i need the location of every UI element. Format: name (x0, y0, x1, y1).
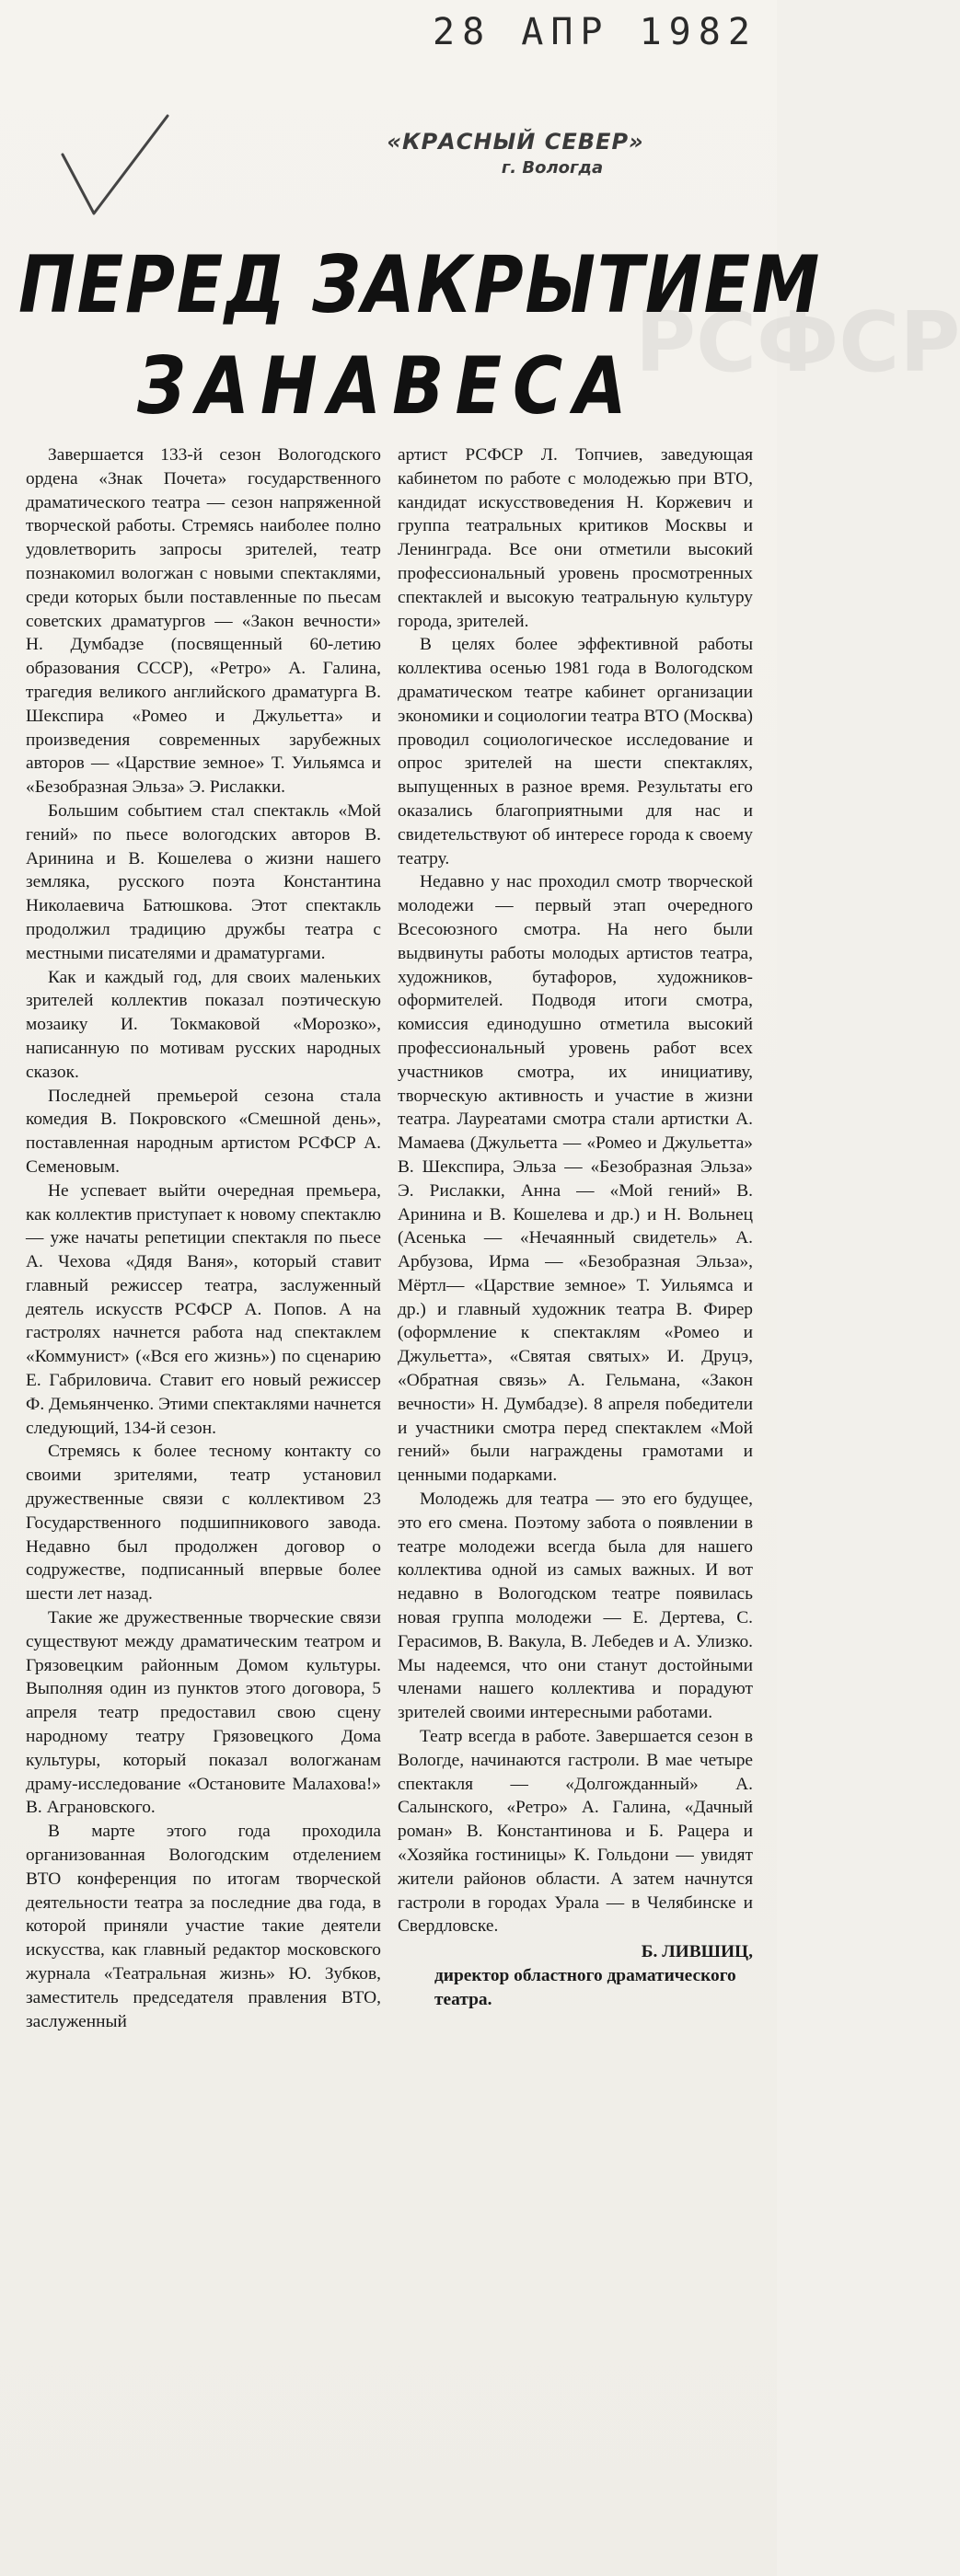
headline-line-1: ПЕРЕД ЗАКРЫТИЕМ (18, 239, 822, 331)
paragraph: Большим событием стал спектакль «Мой гений» по пьесе вологодских авторов В. Аринина и В. Кошелева о жизни нашего земляка, русского поэта Константина Николаевича Батюшкова. Этот спектакль продолжил традицию дружбы театра с местными писателями и драматургами. (26, 800, 381, 963)
paragraph: Не успевает выйти очередная премьера, как коллектив приступает к новому спектаклю — уже начаты репетиции спектакля по пьесе А. Чехова «Дядя Ваня», который ставит главный режиссер театра, заслуженный деятель искусств РСФСР А. Попов. А на гастролях начнется работа над спектаклем «Коммунист» («Вся его жизнь») по сценарию Е. Габриловича. Ставит его новый режиссер Ф. Демьянченко. Этими спектаклями начнется следующий, 134-й сезон. (26, 1180, 381, 1438)
paragraph: Молодежь для театра — это его будущее, это его смена. Поэтому забота о появлении в театре молодежи всегда была для нашего коллектива одной из самых важных. И вот недавно в Вологодском театре появилась новая группа молодежи — Е. Дертева, С. Герасимов, В. Вакула, В. Лебедев и А. Улизко. Мы надеемся, что они станут достойными членами нашего коллектива и порадуют зрителей своими интересными работами. (398, 1489, 753, 1723)
article-column-right (398, 443, 753, 2550)
paragraph: Театр всегда в работе. Завершается сезон в Вологде, начинаются гастроли. В мае четыре спектакля — «Долгожданный» А. Салынского, «Ретро» А. Галина, «Дачный роман» В. Константинова и Б. Рацера и «Хозяйка гостиницы» К. Гольдони — увидят жители районов области. А затем начнутся гастроли в городах Урала — в Челябинске и Свердловске. (398, 1727, 753, 1937)
bleed-through-text: РСФСР (635, 294, 960, 391)
paragraph: Завершается 133-й сезон Вологодского ордена «Знак Почета» государственного драматического театра — сезон напряженной творческой работы. Стремясь наиболее полно удовлетворить запросы зрителей, театр познакомил вологжан с новыми спектаклями, среди которых были поставленные по пьесам советских драматургов — «Закон вечности» Н. Думбадзе (посвященный 60-летию образования СССР), «Ретро» А. Галина, трагедия великого английского драматурга В. Шекспира «Ромео и Джульетта» и произведения современных зарубежных авторов — «Царствие земное» Т. Уильямса и «Безобразная Эльза» Э. Рислакки. (26, 445, 381, 798)
paragraph: Стремясь к более тесному контакту со своими зрителями, театр установил дружественные связи с коллективом 23 Государственного подшипникового завода. Недавно был продолжен договор о содружестве, подписанный впервые более шести лет назад. (26, 1442, 381, 1604)
checkmark-icon (55, 110, 175, 221)
paragraph: В марте этого года проходила организованная Вологодским отделением ВТО конференция по итогам творческой деятельности театра за последние два года, в которой приняли участие такие деятели искусства, как главный редактор московского журнала «Театральная жизнь» Ю. Зубков, заместитель председателя правления ВТО, заслуженный (26, 1822, 381, 2031)
paragraph: артист РСФСР Л. Топчиев, заведующая кабинетом по работе с молодежью при ВТО, кандидат искусствоведения Н. Коржевич и группа театральных критиков Москвы и Ленинграда. Все они отметили высокий профессиональный уровень просмотренных спектаклей и высокую театральную культуру города, зрителей. (398, 445, 753, 631)
author-signature: Б. ЛИВШИЦ, (641, 1942, 753, 1962)
article-body (26, 443, 753, 2550)
date-stamp: 28 АПР 1982 (433, 11, 758, 53)
article-column-left (26, 443, 381, 2550)
paragraph: Последней премьерой сезона стала комедия В. Покровского «Смешной день», поставленная народным артистом РСФСР А. Семеновым. (26, 1086, 381, 1177)
headline-line-2: ЗАНАВЕСА (137, 340, 638, 432)
newspaper-city: г. Вологда (501, 158, 604, 178)
newspaper-name: «КРАСНЫЙ СЕВЕР» (387, 129, 644, 155)
author-role: директор областного драматического театра. (434, 1966, 736, 2009)
newspaper-source-stamp (387, 129, 644, 178)
paragraph: В целях более эффективной работы коллектива осенью 1981 года в Вологодском драматическом театре кабинет организации экономики и социологии театра ВТО (Москва) проводил социологическое исследование и опрос зрителей на шести спектаклях, выпущенных в разное время. Результаты его оказались благоприятными для нас и свидетельствуют об интересе города к своему театру. (398, 635, 753, 868)
paragraph: Как и каждый год, для своих маленьких зрителей коллектив показал поэтическую мозаику И. Токмаковой «Морозко», написанную по мотивам русских народных сказок. (26, 967, 381, 1082)
paragraph: Такие же дружественные творческие связи существуют между драматическим театром и Грязовецким районным Домом культуры. Выполняя один из пунктов этого договора, 5 апреля театр предоставил свою сцену народному театру Грязовецкого Дома культуры, который показал вологжанам драму-исследование «Остановите Малахова!» В. Аграновского. (26, 1608, 381, 1818)
paragraph: Недавно у нас проходил смотр творческой молодежи — первый этап очередного Всесоюзного смотра. На него были выдвинуты работы молодых артистов театра, художников, бутафоров, художников-оформителей. Подводя итоги смотра, комиссия единодушно отметила высокий профессиональный уровень работ всех участников смотра, их инициативу, творческую активность и участие в жизни театра. Лауреатами смотра стали артистки А. Мамаева (Джульетта — «Ромео и Джульетта» В. Шекспира, Эльза — «Безобразная Эльза» Э. Рислакки, Анна — «Мой гений» В. Аринина и В. Кошелева и др.) и Н. Вольнец (Асенька — «Нечаянный свидетель» А. Арбузова, Ирма — «Безобразная Эльза», Мёртл— «Царствие земное» Т. Уильямса и др.) и главный художник театра В. Фирер (оформление к спектаклям «Ромео и Джульетта», «Святая святых» И. Друцэ, «Обратная связь» А. Гельмана, «Закон вечности» Н. Думбадзе). 8 апреля победители и участники смотра перед спектаклем «Мой гений» были награждены грамотами и ценными подарками. (398, 872, 753, 1486)
